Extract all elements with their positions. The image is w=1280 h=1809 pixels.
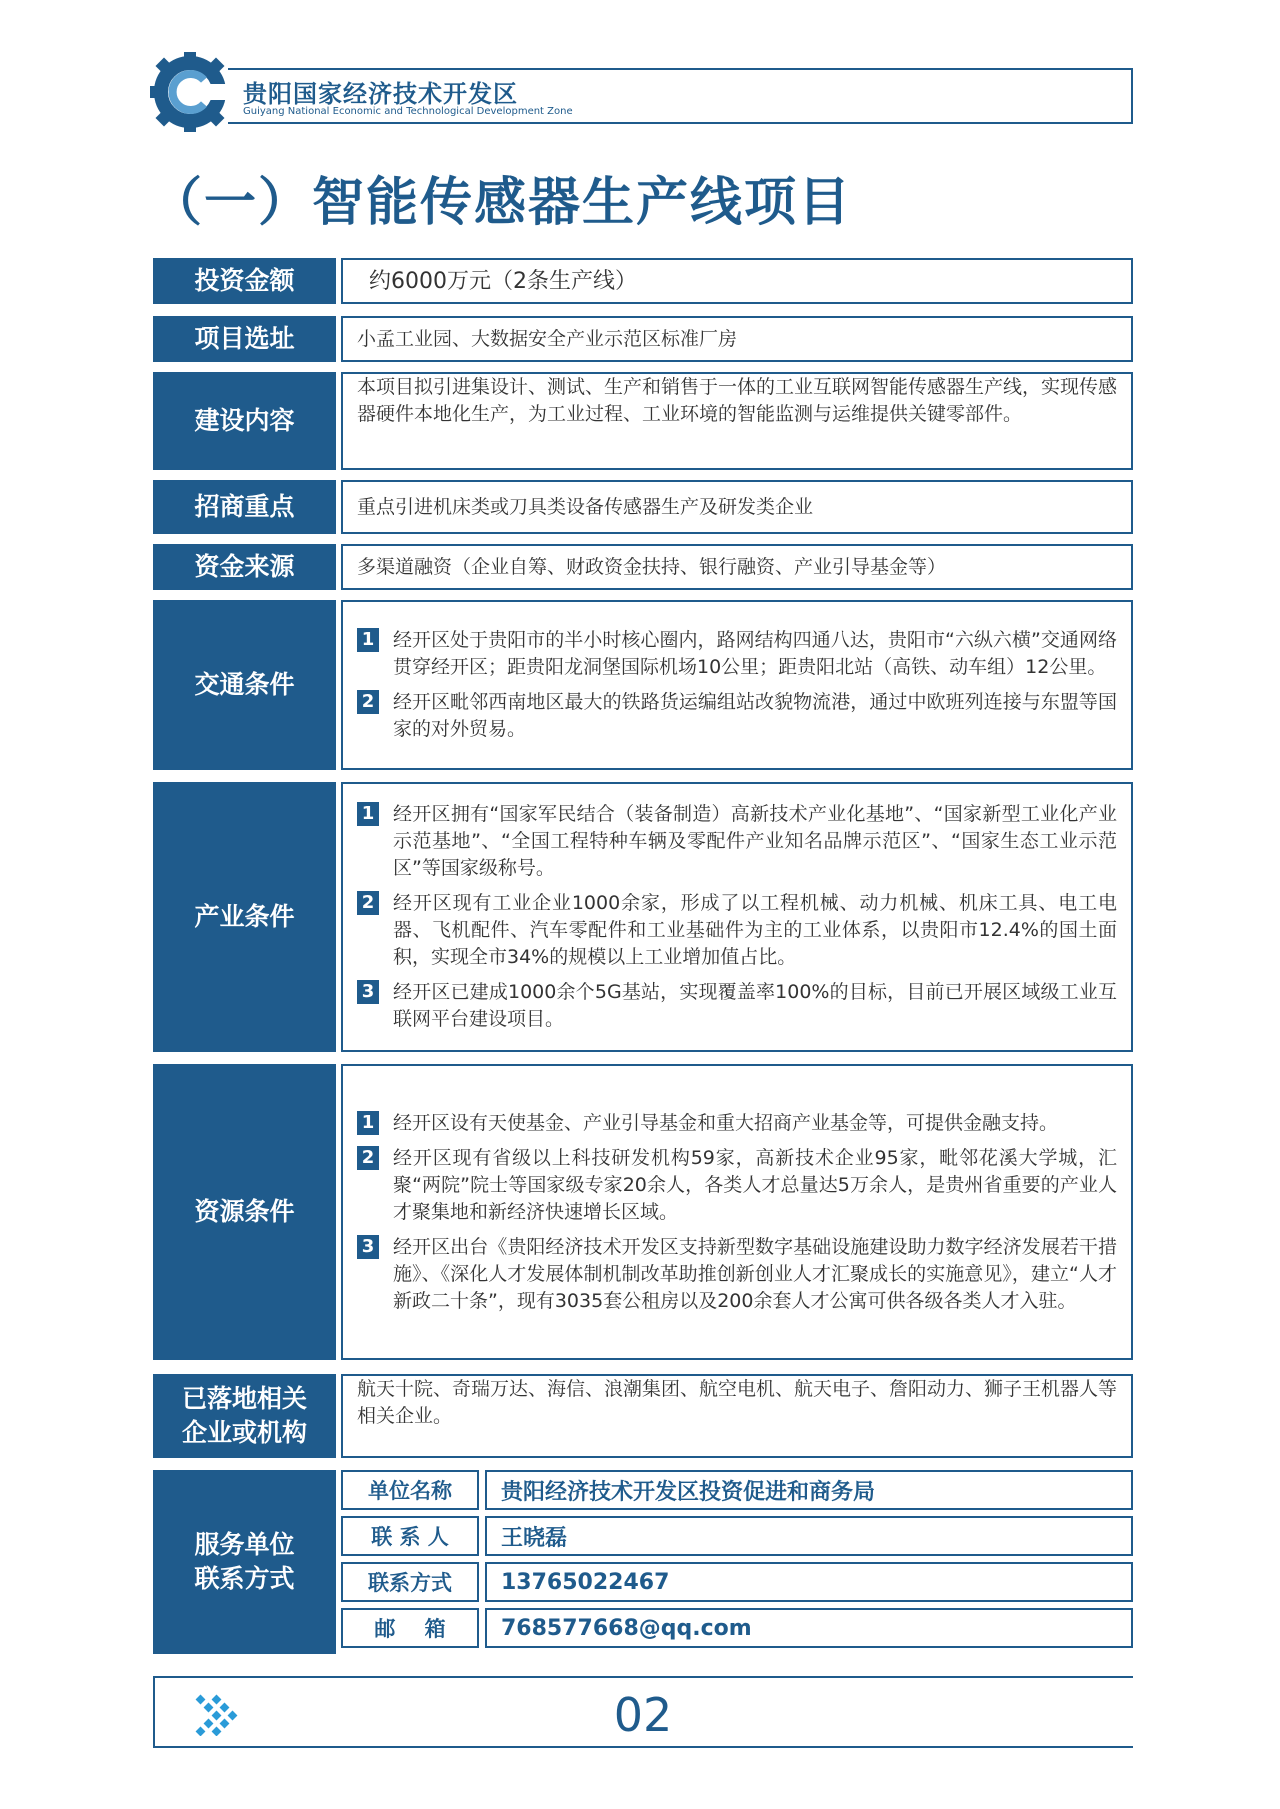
row-label: 投资金额 xyxy=(153,258,336,304)
list-item-text: 经开区出台《贵阳经济技术开发区支持新型数字基础设施建设助力数字经济发展若干措施》、《深化人才发展体制机制改革助推创新创业人才汇聚成长的实施意见》，建立“人才新政二十条”，现有3035套公租房以及200余套人才公寓可供各级各类人才入驻。 xyxy=(393,1235,1117,1312)
list-item-text: 经开区设有天使基金、产业引导基金和重大招商产业基金等，可提供金融支持。 xyxy=(393,1111,1059,1134)
number-badge: 2 xyxy=(357,690,379,714)
row-label: 资源条件 xyxy=(153,1064,336,1360)
row-value-box xyxy=(341,1374,1133,1458)
page-footer xyxy=(153,1676,1133,1748)
org-name-en: Guiyang National Economic and Technological Development Zone xyxy=(243,106,573,117)
page-title: （一）智能传感器生产线项目 xyxy=(150,173,853,233)
row-funding xyxy=(153,544,1133,590)
row-label: 建设内容 xyxy=(153,372,336,470)
number-badge: 1 xyxy=(357,628,379,652)
row-focus xyxy=(153,480,1133,534)
row-value: 约6000万元（2条生产线） xyxy=(341,258,1133,304)
list-item-text: 经开区处于贵阳市的半小时核心圈内，路网结构四通八达，贵阳市“六纵六横”交通网络贯穿经开区；距贵阳龙洞堡国际机场10公里；距贵阳北站（高铁、动车组）12公里。 xyxy=(393,629,1117,678)
gear-c-logo-icon xyxy=(148,50,232,134)
contact-value: 贵阳经济技术开发区投资促进和商务局 xyxy=(485,1470,1133,1510)
list-item xyxy=(357,979,1117,1033)
row-label: 项目选址 xyxy=(153,316,336,362)
contact-label: 联系方式 xyxy=(341,1562,479,1602)
row-content xyxy=(153,372,1133,470)
list-item-text: 经开区拥有“国家军民结合（装备制造）高新技术产业化基地”、“国家新型工业化产业示范基地”、“全国工程特种车辆及零配件产业知名品牌示范区”、“国家生态工业示范区”等国家级称号。 xyxy=(393,803,1117,879)
row-industry xyxy=(153,782,1133,1052)
number-badge: 3 xyxy=(357,980,379,1004)
row-value: 小孟工业园、大数据安全产业示范区标准厂房 xyxy=(341,316,1133,362)
list-item-text: 经开区已建成1000余个5G基站，实现覆盖率100%的目标，目前已开展区域级工业互联网平台建设项目。 xyxy=(393,981,1117,1030)
row-label xyxy=(153,1470,336,1654)
list-item xyxy=(357,627,1117,681)
row-label-line2: 联系方式 xyxy=(194,1564,295,1593)
number-badge: 1 xyxy=(357,802,379,826)
row-resources xyxy=(153,1064,1133,1360)
row-value-box xyxy=(341,372,1133,470)
list-item-text: 经开区现有工业企业1000余家，形成了以工程机械、动力机械、机床工具、电工电器、飞机配件、汽车零配件和工业基础件为主的工业体系，以贵阳市12.4%的国土面积，实现全市34%的规模以上工业增加值占比。 xyxy=(393,892,1117,968)
list-item xyxy=(357,801,1117,882)
contact-row-phone xyxy=(341,1562,1133,1602)
number-badge: 2 xyxy=(357,1146,379,1170)
row-label: 资金来源 xyxy=(153,544,336,590)
contact-label: 邮 箱 xyxy=(341,1608,479,1648)
number-badge: 3 xyxy=(357,1235,379,1259)
row-value: 本项目拟引进集设计、测试、生产和销售于一体的工业互联网智能传感器生产线，实现传感器硬件本地化生产，为工业过程、工业环境的智能监测与运维提供关键零部件。 xyxy=(357,376,1118,425)
row-companies xyxy=(153,1374,1133,1458)
page-header xyxy=(148,50,1138,130)
row-value: 多渠道融资（企业自筹、财政资金扶持、银行融资、产业引导基金等） xyxy=(341,544,1133,590)
row-label xyxy=(153,1374,336,1458)
row-contact xyxy=(153,1470,1133,1654)
contact-row-person xyxy=(341,1516,1133,1556)
contact-label: 联 系 人 xyxy=(341,1516,479,1556)
row-label-line1: 服务单位 xyxy=(194,1530,295,1560)
row-investment xyxy=(153,258,1133,304)
contact-label: 单位名称 xyxy=(341,1470,479,1510)
list-item-text: 经开区现有省级以上科技研发机构59家，高新技术企业95家，毗邻花溪大学城，汇聚“两院”院士等国家级专家20余人，各类人才总量达5万余人，是贵州省重要的产业人才聚集地和新经济快速增长区域。 xyxy=(393,1146,1117,1223)
row-label: 交通条件 xyxy=(153,600,336,770)
row-label: 招商重点 xyxy=(153,480,336,534)
number-badge: 2 xyxy=(357,891,379,915)
row-label: 产业条件 xyxy=(153,782,336,1052)
row-value-box xyxy=(341,782,1133,1052)
row-value: 航天十院、奇瑞万达、海信、浪潮集团、航空电机、航天电子、詹阳动力、狮子王机器人等相关企业。 xyxy=(357,1378,1118,1427)
row-location xyxy=(153,316,1133,362)
number-badge: 1 xyxy=(357,1111,379,1135)
contact-value: 王晓磊 xyxy=(485,1516,1133,1556)
row-traffic xyxy=(153,600,1133,770)
list-item xyxy=(357,890,1117,971)
org-name-cn: 贵阳国家经济技术开发区 xyxy=(243,80,518,108)
row-label-line2: 企业或机构 xyxy=(181,1418,307,1447)
row-label-line1: 已落地相关 xyxy=(181,1384,307,1414)
list-item xyxy=(357,1145,1117,1226)
list-item xyxy=(357,1110,1117,1137)
list-item-text: 经开区毗邻西南地区最大的铁路货运编组站改貌物流港，通过中欧班列连接与东盟等国家的对外贸易。 xyxy=(393,691,1117,740)
page-number: 02 xyxy=(613,1688,673,1742)
row-value-box xyxy=(341,1064,1133,1360)
email-link[interactable]: 768577668@qq.com xyxy=(485,1608,1133,1648)
list-item xyxy=(357,689,1117,743)
contact-value[interactable]: 13765022467 xyxy=(485,1562,1133,1602)
contact-row-email xyxy=(341,1608,1133,1648)
list-item xyxy=(357,1234,1117,1315)
row-value-box xyxy=(341,600,1133,770)
contact-row-unit xyxy=(341,1470,1133,1510)
row-value: 重点引进机床类或刀具类设备传感器生产及研发类企业 xyxy=(341,480,1133,534)
